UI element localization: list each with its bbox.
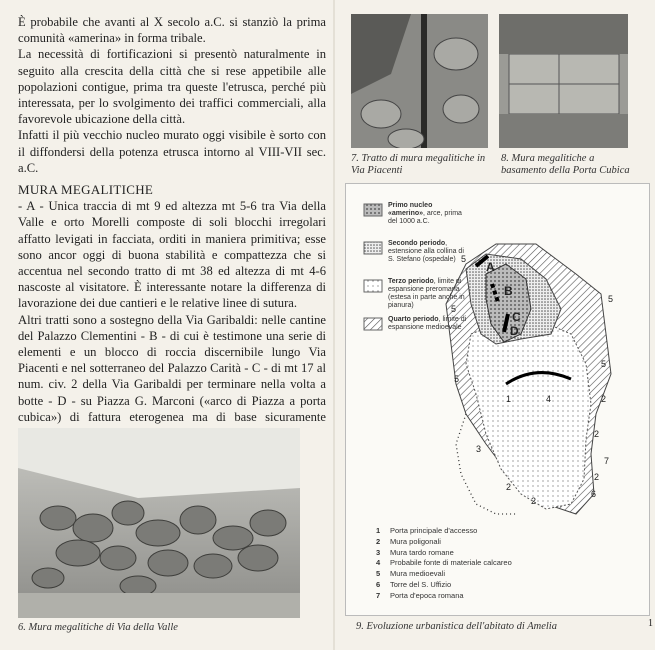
- legend-title: Quarto periodo: [388, 316, 439, 323]
- legend-title: Primo nucleo «amerino»: [388, 202, 433, 217]
- section-title: MURA MEGALITICHE: [18, 182, 154, 198]
- figure-caption: 7. Tratto di mura megalitiche in Via Piacenti: [351, 153, 486, 176]
- figure-caption: 9. Evoluzione urbanistica dell'abitato di Amelia: [356, 621, 557, 632]
- paragraph: È probabile che avanti al X secolo a.C. si stanziò la prima comunità «amerina» in forma tribale.: [18, 15, 326, 46]
- list-item: 6 Torre del S. Uffizio: [376, 579, 452, 589]
- paragraph: - A - Unica traccia di mt 9 ed altezza mt 5-6 tra Via della Valle e orto Morelli composte di soli blocchi irregolari affatto levigati in facciata, orditi in maniera primitiva; esse sono ancor oggi di buona stabilità e compattezza che si accentua nel secondo tratto di mt 38 ed altezza di mt 4-6 nascoste al visitatore. È interessante notare la differenza di lavorazione dei due cantieri e le relative linee di sutura.: [18, 199, 326, 311]
- legend-title: Secondo periodo: [388, 240, 446, 247]
- legend-text: , arce, prima del 1000 a.C.: [388, 210, 462, 225]
- legend-item: [364, 240, 469, 264]
- left-text-column: [18, 14, 326, 441]
- map-number: 2: [594, 472, 600, 482]
- city-evolution-map: [345, 183, 650, 616]
- figure-caption: 6. Mura megalitiche di Via della Valle: [18, 622, 178, 633]
- map-label-d: D: [510, 324, 519, 338]
- list-item: 1 Porta principale d'accesso: [376, 526, 478, 535]
- paragraph: La necessità di fortificazioni si presentò naturalmente in seguito alla crescita della città che si rese appetibile alle popolazioni contigue, prima tra queste l'etrusca, perché più interessata, per lo svolgimento dei traffici commerciali, alla favorevole ubicazione della città.: [18, 47, 326, 127]
- legend-text: , limite di espansione medioevale: [388, 316, 467, 331]
- list-item: 7 Porta d'epoca romana: [376, 590, 464, 600]
- photo-porta-cubica: [499, 14, 628, 148]
- map-number: 4: [546, 394, 552, 404]
- map-number: 5: [451, 304, 457, 314]
- map-number: 2: [601, 394, 607, 404]
- map-number: 7: [604, 456, 610, 466]
- legend-text: , limite di espansione preromana (estesa in parte anche in pianura): [388, 278, 465, 309]
- map-label-b: B: [504, 284, 513, 298]
- numbered-legend: [376, 526, 512, 602]
- legend-item: [364, 202, 469, 226]
- map-number: 5: [461, 254, 467, 264]
- list-item: 4 Probabile fonte di materiale calcareo: [376, 558, 512, 568]
- map-label-c: C: [512, 310, 521, 324]
- legend-item: [364, 316, 469, 332]
- map-number: 1: [506, 394, 512, 404]
- paragraph: Infatti il più vecchio nucleo murato oggi visibile è sorto con il diffondersi della potenza etrusca intorno al VIII-VII sec. a.C.: [18, 128, 326, 175]
- photo-via-della-valle: [18, 428, 300, 618]
- map-number: 2: [506, 482, 512, 492]
- list-item: 2 Mura poligonali: [376, 536, 441, 546]
- map-number: 5: [601, 359, 607, 369]
- legend-text: , estensione alla collina di S. Stefano (ospedale): [388, 240, 464, 263]
- figure-caption: 8. Mura megalitiche a basamento della Porta Cubica: [501, 153, 630, 176]
- map-number: 3: [476, 444, 482, 454]
- map-number: 5: [608, 294, 614, 304]
- list-item: 3 Mura tardo romane: [376, 547, 454, 557]
- map-label-a: A: [486, 260, 495, 274]
- map-number: 5: [454, 374, 460, 384]
- map-number: 6: [591, 489, 597, 499]
- page-number: 1: [648, 618, 653, 629]
- list-item: 5 Mura medioevali: [376, 569, 446, 579]
- paragraph: Altri tratti sono a sostegno della Via Garibaldi: nelle cantine del Palazzo Clementini - B - di cui è testimone una serie di elementi e un blocco di roccia discernibile lungo Via Piacenti e nel sotterraneo del Palazzo Carità - C - di mt 17 al num. civ. 2 della Via Garibaldi per terminare nella volta a botte - D - su Piazza G. Marconi («arco di Piazza a porta cubica») di fattura eterogenea ma di base sicuramente: [18, 312, 326, 424]
- map-number: 2: [594, 429, 600, 439]
- legend-title: Terzo periodo: [388, 278, 434, 285]
- photo-via-piacenti: [351, 14, 488, 148]
- page-fold: [333, 0, 335, 650]
- map-number: 2: [531, 496, 537, 506]
